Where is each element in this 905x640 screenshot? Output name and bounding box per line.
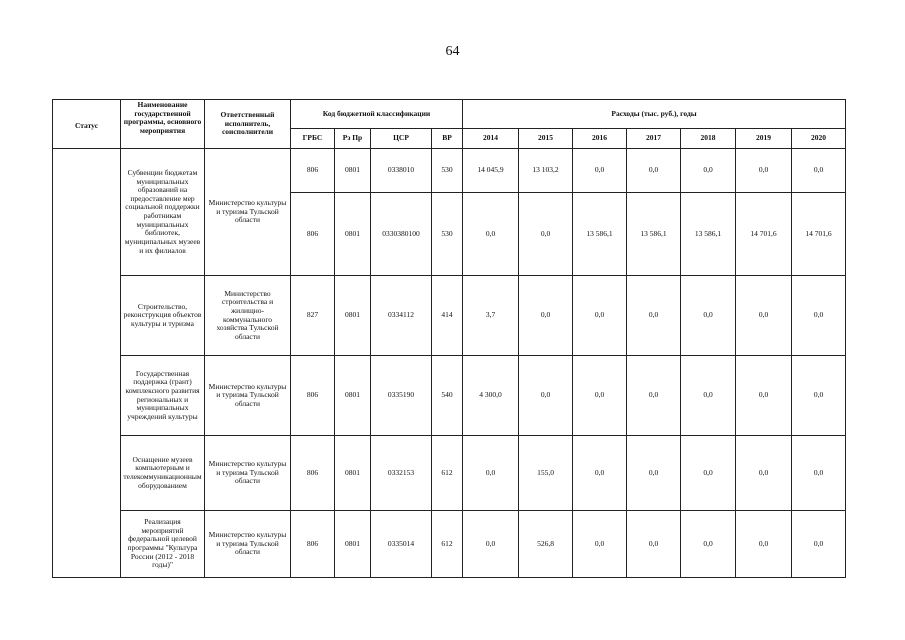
status-cell bbox=[53, 149, 121, 578]
value-cell: 13 586,1 bbox=[573, 193, 627, 276]
value-cell: 0,0 bbox=[681, 511, 736, 578]
value-cell: 0,0 bbox=[736, 149, 792, 193]
rzpr-cell: 0801 bbox=[335, 193, 371, 276]
value-cell: 155,0 bbox=[519, 436, 573, 511]
value-cell: 0,0 bbox=[792, 276, 846, 356]
rzpr-cell: 0801 bbox=[335, 511, 371, 578]
value-cell: 0,0 bbox=[627, 276, 681, 356]
program-name-cell: Государственная поддержка (грант) комплексного развития региональных и муниципальных учреждений культуры bbox=[121, 356, 205, 436]
value-cell: 0,0 bbox=[627, 149, 681, 193]
rzpr-cell: 0801 bbox=[335, 356, 371, 436]
rzpr-cell: 0801 bbox=[335, 276, 371, 356]
table-row bbox=[53, 276, 846, 356]
vr-cell: 414 bbox=[432, 276, 463, 356]
grbs-cell: 806 bbox=[291, 149, 335, 193]
page-number: 64 bbox=[445, 44, 460, 59]
grbs-cell: 806 bbox=[291, 193, 335, 276]
vr-cell: 530 bbox=[432, 149, 463, 193]
grbs-cell: 806 bbox=[291, 436, 335, 511]
value-cell: 0,0 bbox=[736, 436, 792, 511]
header-vr: ВР bbox=[432, 129, 463, 149]
value-cell: 13 103,2 bbox=[519, 149, 573, 193]
executor-cell: Министерство культуры и туризма Тульской области bbox=[205, 149, 291, 276]
program-name-cell: Реализация мероприятий федеральной целевой программы "Культура России (2012 - 2018 годы)" bbox=[121, 511, 205, 578]
csr-cell: 0335190 bbox=[371, 356, 432, 436]
table-row bbox=[53, 356, 846, 436]
value-cell: 0,0 bbox=[627, 436, 681, 511]
value-cell: 14 701,6 bbox=[792, 193, 846, 276]
value-cell: 0,0 bbox=[463, 511, 519, 578]
csr-cell: 0330380100 bbox=[371, 193, 432, 276]
program-name-cell: Строительство, реконструкция объектов культуры и туризма bbox=[121, 276, 205, 356]
value-cell: 0,0 bbox=[573, 276, 627, 356]
value-cell: 0,0 bbox=[792, 436, 846, 511]
value-cell: 0,0 bbox=[573, 436, 627, 511]
value-cell: 13 586,1 bbox=[627, 193, 681, 276]
header-year: 2015 bbox=[519, 129, 573, 149]
executor-cell: Министерство культуры и туризма Тульской области bbox=[205, 511, 291, 578]
vr-cell: 530 bbox=[432, 193, 463, 276]
value-cell: 3,7 bbox=[463, 276, 519, 356]
value-cell: 0,0 bbox=[627, 356, 681, 436]
value-cell: 526,8 bbox=[519, 511, 573, 578]
value-cell: 0,0 bbox=[463, 436, 519, 511]
vr-cell: 612 bbox=[432, 436, 463, 511]
value-cell: 0,0 bbox=[519, 356, 573, 436]
executor-cell: Министерство строительства и жилищно-коммунального хозяйства Тульской области bbox=[205, 276, 291, 356]
grbs-cell: 806 bbox=[291, 356, 335, 436]
budget-table bbox=[52, 99, 846, 578]
grbs-cell: 806 bbox=[291, 511, 335, 578]
csr-cell: 0335014 bbox=[371, 511, 432, 578]
header-csr: ЦСР bbox=[371, 129, 432, 149]
csr-cell: 0334112 bbox=[371, 276, 432, 356]
value-cell: 0,0 bbox=[573, 149, 627, 193]
header-year: 2016 bbox=[573, 129, 627, 149]
value-cell: 0,0 bbox=[681, 149, 736, 193]
header-program-name: Наименование государственной программы, основного мероприятия bbox=[121, 100, 205, 149]
grbs-cell: 827 bbox=[291, 276, 335, 356]
header-status: Статус bbox=[53, 100, 121, 149]
header-grbs: ГРБС bbox=[291, 129, 335, 149]
header-budget-code: Код бюджетной классификации bbox=[291, 100, 463, 129]
vr-cell: 612 bbox=[432, 511, 463, 578]
csr-cell: 0338010 bbox=[371, 149, 432, 193]
header-year: 2018 bbox=[681, 129, 736, 149]
table-row bbox=[53, 436, 846, 511]
table-row bbox=[53, 149, 846, 193]
header-year: 2019 bbox=[736, 129, 792, 149]
value-cell: 0,0 bbox=[463, 193, 519, 276]
header-year: 2014 bbox=[463, 129, 519, 149]
program-name-cell: Оснащение музеев компьютерным и телекоммуникационным оборудованием bbox=[121, 436, 205, 511]
rzpr-cell: 0801 bbox=[335, 436, 371, 511]
value-cell: 0,0 bbox=[736, 356, 792, 436]
value-cell: 0,0 bbox=[519, 276, 573, 356]
executor-cell: Министерство культуры и туризма Тульской области bbox=[205, 436, 291, 511]
header-expenses: Расходы (тыс. руб.), годы bbox=[463, 100, 846, 129]
executor-cell: Министерство культуры и туризма Тульской области bbox=[205, 356, 291, 436]
header-year: 2020 bbox=[792, 129, 846, 149]
value-cell: 4 300,0 bbox=[463, 356, 519, 436]
value-cell: 0,0 bbox=[792, 149, 846, 193]
program-name-cell: Субвенции бюджетам муниципальных образований на предоставление мер социальной поддержки работникам муниципальных библиотек, муниципальных музеев и их филиалов bbox=[121, 149, 205, 276]
header-executor: Ответственный исполнитель, соисполнители bbox=[205, 100, 291, 149]
table-row bbox=[53, 511, 846, 578]
value-cell: 0,0 bbox=[681, 436, 736, 511]
value-cell: 0,0 bbox=[792, 511, 846, 578]
csr-cell: 0332153 bbox=[371, 436, 432, 511]
value-cell: 0,0 bbox=[736, 276, 792, 356]
value-cell: 0,0 bbox=[519, 193, 573, 276]
value-cell: 14 701,6 bbox=[736, 193, 792, 276]
value-cell: 0,0 bbox=[627, 511, 681, 578]
value-cell: 0,0 bbox=[681, 356, 736, 436]
value-cell: 0,0 bbox=[573, 356, 627, 436]
value-cell: 0,0 bbox=[792, 356, 846, 436]
header-year: 2017 bbox=[627, 129, 681, 149]
header-rzpr: Рз Пр bbox=[335, 129, 371, 149]
vr-cell: 540 bbox=[432, 356, 463, 436]
value-cell: 14 045,9 bbox=[463, 149, 519, 193]
value-cell: 13 586,1 bbox=[681, 193, 736, 276]
value-cell: 0,0 bbox=[573, 511, 627, 578]
value-cell: 0,0 bbox=[681, 276, 736, 356]
rzpr-cell: 0801 bbox=[335, 149, 371, 193]
value-cell: 0,0 bbox=[736, 511, 792, 578]
